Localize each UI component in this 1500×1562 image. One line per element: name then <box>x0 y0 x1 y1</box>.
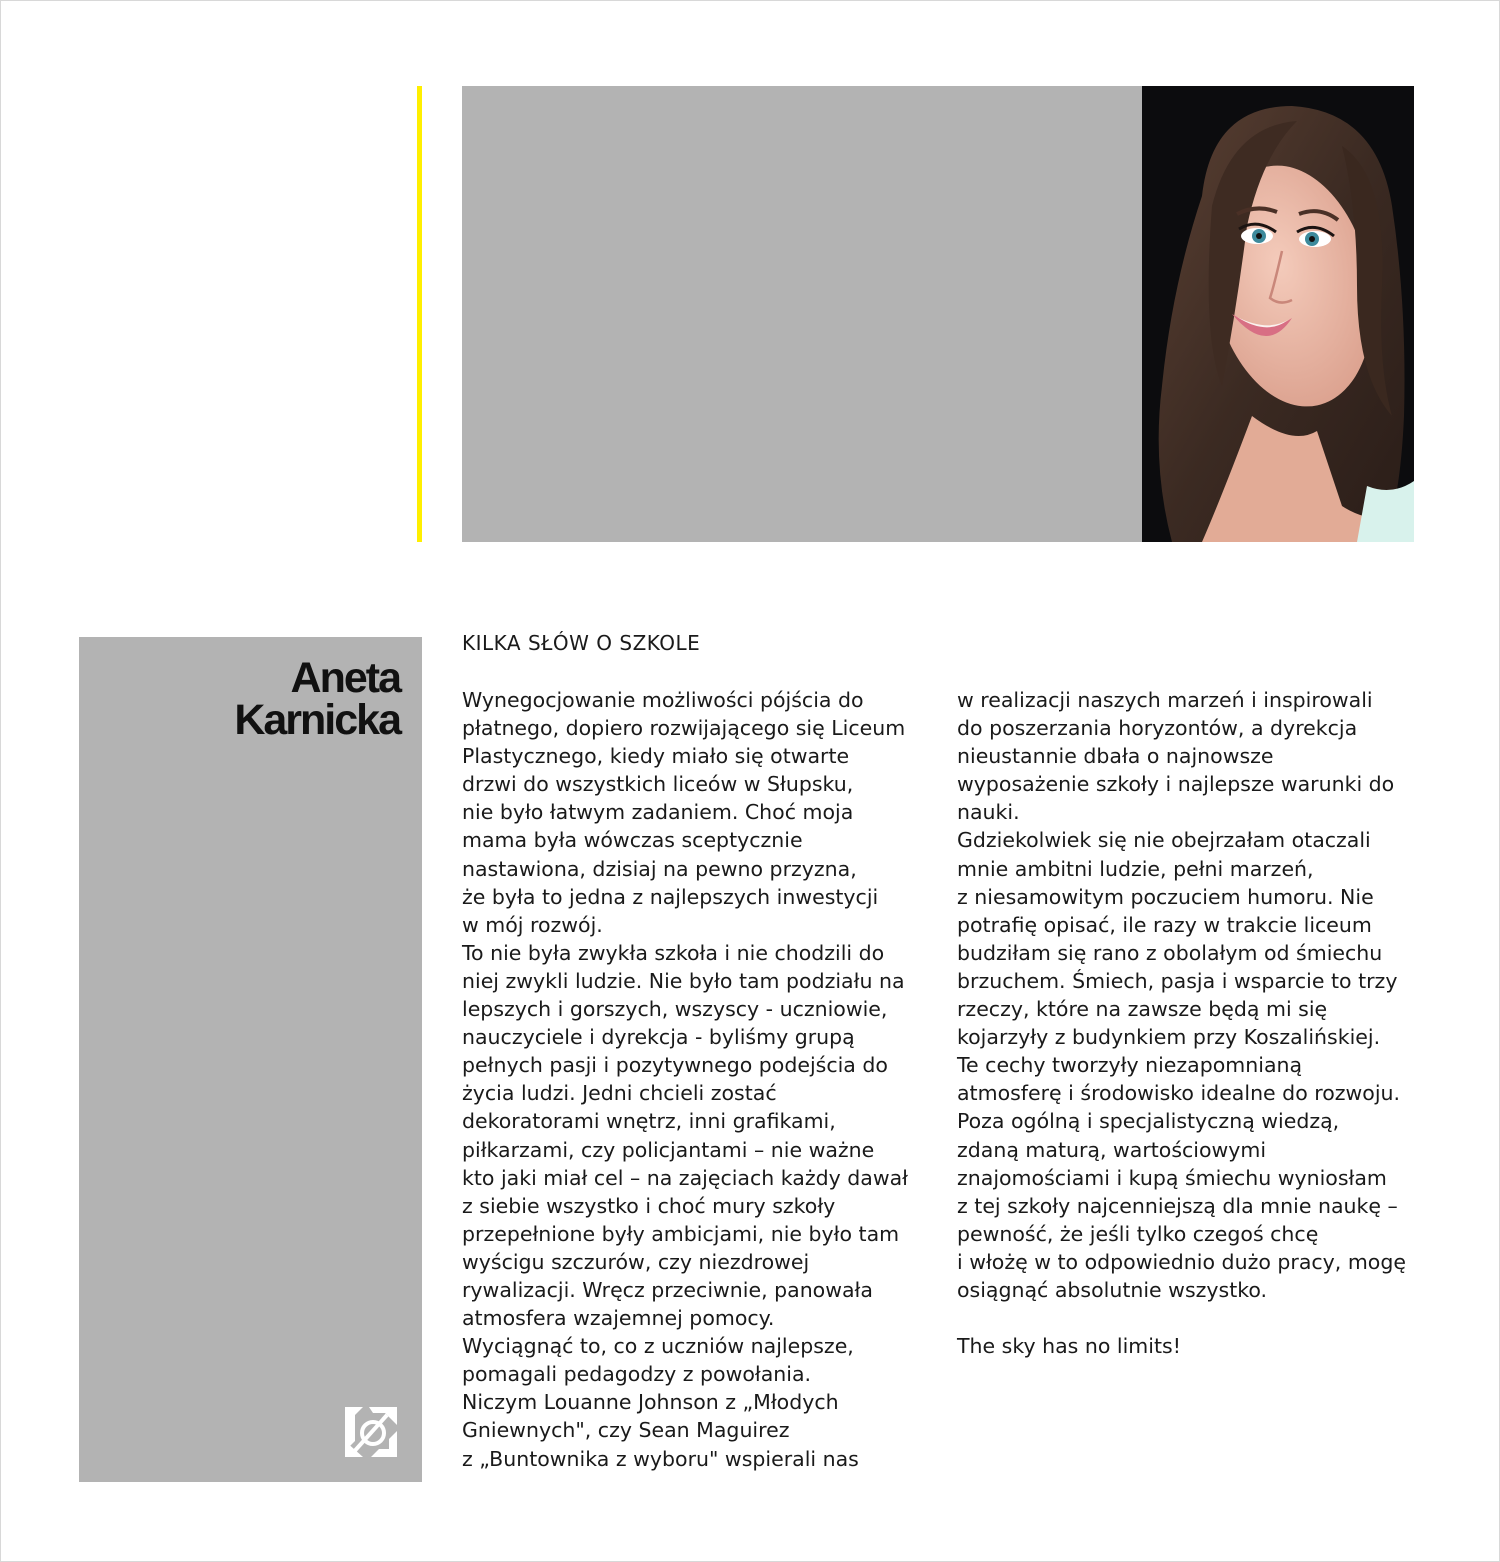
text-line: To nie była zwykła szkoła i nie chodzili do <box>462 940 885 965</box>
text-column-right <box>957 686 1427 1360</box>
portrait-photo <box>1142 86 1414 542</box>
text-line: lepszych i gorszych, wszyscy - uczniowie, <box>462 997 888 1022</box>
text-line: przepełnione były ambicjami, nie było tam <box>462 1221 900 1246</box>
text-line: w mój rozwój. <box>462 912 603 937</box>
text-line: w realizacji naszych marzeń i inspirowali <box>957 688 1373 712</box>
text-line: The sky has no limits! <box>957 1334 1181 1359</box>
text-line: dekoratorami wnętrz, inni grafikami, <box>462 1109 836 1134</box>
text-line: z tej szkoły najcenniejszą dla mnie naukę – <box>957 1193 1398 1218</box>
text-line: nastawiona, dzisiaj na pewno przyzna, <box>462 856 857 881</box>
text-line: zdaną maturą, wartościowymi <box>957 1137 1267 1162</box>
text-line: drzwi do wszystkich liceów w Słupsku, <box>462 772 854 797</box>
text-line: wyścigu szczurów, czy niezdrowej <box>462 1249 810 1274</box>
text-line: nauczyciele i dyrekcja - byliśmy grupą <box>462 1025 855 1050</box>
text-line: piłkarzami, czy policjantami – nie ważne <box>462 1137 875 1162</box>
text-line: wyposażenie szkoły i najlepsze warunki do <box>957 772 1395 797</box>
portrait-illustration <box>1142 86 1414 542</box>
text-line: Plastycznego, kiedy miało się otwarte <box>462 744 850 769</box>
text-line: Gniewnych", czy Sean Maguirez <box>462 1418 790 1443</box>
accent-bar <box>417 86 422 542</box>
text-line: kojarzyły z budynkiem przy Koszalińskiej. <box>957 1025 1381 1050</box>
school-logo-icon <box>343 1401 399 1461</box>
text-column-left <box>462 686 932 1473</box>
text-line: nie było łatwym zadaniem. Choć moja <box>462 800 854 825</box>
section-title: KILKA SŁÓW O SZKOLE <box>462 631 701 655</box>
text-line: atmosferę i środowisko idealne do rozwoju. <box>957 1081 1401 1106</box>
name-panel <box>79 637 422 1482</box>
text-line: Poza ogólną i specjalistyczną wiedzą, <box>957 1109 1340 1134</box>
text-line: nieustannie dbała o najnowsze <box>957 744 1274 769</box>
text-line: potrafię opisać, ile razy w trakcie liceum <box>957 912 1372 937</box>
text-line: z „Buntownika z wyboru" wspierali nas <box>462 1446 859 1471</box>
text-line: Te cechy tworzyły niezapomnianą <box>957 1053 1303 1078</box>
text-line: i włożę w to odpowiednio dużo pracy, mogę <box>957 1249 1406 1274</box>
text-line: życia ludzi. Jedni chcieli zostać <box>462 1081 777 1106</box>
text-line: Wyciągnąć to, co z uczniów najlepsze, <box>462 1334 854 1359</box>
text-line: że była to jedna z najlepszych inwestycji <box>462 884 879 909</box>
text-line <box>957 1304 1427 1332</box>
text-line: z siebie wszystko i choć mury szkoły <box>462 1193 836 1218</box>
text-line: pełnych pasji i pozytywnego podejścia do <box>462 1053 888 1078</box>
text-line: płatnego, dopiero rozwijającego się Liceum <box>462 716 906 741</box>
text-line: atmosfera wzajemnej pomocy. <box>462 1306 775 1331</box>
text-line: Gdziekolwiek się nie obejrzałam otaczali <box>957 828 1371 853</box>
text-line: Niczym Louanne Johnson z „Młodych <box>462 1390 839 1415</box>
text-line: kto jaki miał cel – na zajęciach każdy dawał <box>462 1165 908 1190</box>
text-line: brzuchem. Śmiech, pasja i wsparcie to trzy <box>957 968 1398 993</box>
person-name <box>234 654 400 744</box>
last-name: Karnicka <box>234 696 400 744</box>
text-line: z niesamowitym poczuciem humoru. Nie <box>957 884 1374 909</box>
text-line: mnie ambitni ludzie, pełni marzeń, <box>957 856 1314 881</box>
first-name: Aneta <box>290 654 400 702</box>
text-line: do poszerzania horyzontów, a dyrekcja <box>957 716 1358 741</box>
text-line: Wynegocjowanie możliwości pójścia do <box>462 688 864 712</box>
text-line: mama była wówczas sceptycznie <box>462 828 803 853</box>
text-line: nauki. <box>957 800 1020 825</box>
text-line: osiągnąć absolutnie wszystko. <box>957 1277 1268 1302</box>
text-line: pewność, że jeśli tylko czegoś chcę <box>957 1221 1319 1246</box>
text-line: budziłam się rano z obolałym od śmiechu <box>957 940 1383 965</box>
text-line: niej zwykli ludzie. Nie było tam podziału na <box>462 968 905 993</box>
text-line: znajomościami i kupą śmiechu wyniosłam <box>957 1165 1387 1190</box>
text-line: rzeczy, które na zawsze będą mi się <box>957 997 1328 1022</box>
text-line: rywalizacji. Wręcz przeciwnie, panowała <box>462 1277 873 1302</box>
header-panel <box>462 86 1142 542</box>
text-line: pomagali pedagodzy z powołania. <box>462 1362 812 1387</box>
